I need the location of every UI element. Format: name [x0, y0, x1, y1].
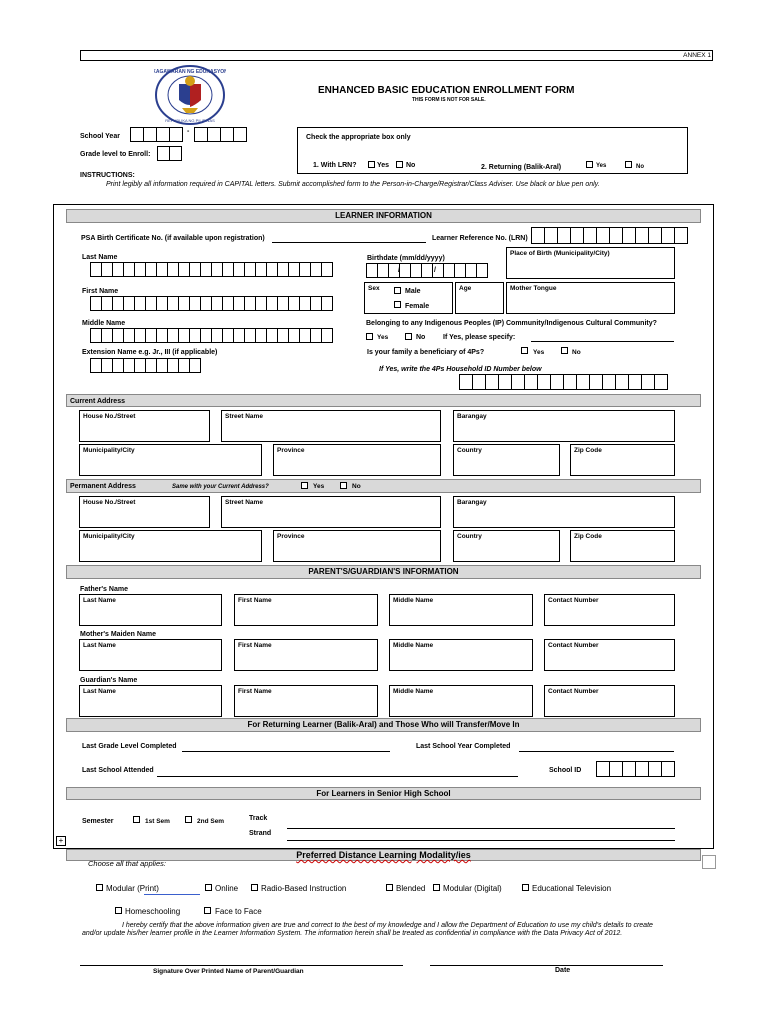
tv-label: Educational Television: [532, 884, 612, 893]
father-middle-field[interactable]: [389, 594, 533, 626]
parents-title: PARENT'S/GUARDIAN'S INFORMATION: [308, 567, 459, 576]
school-year-start-boxes[interactable]: [130, 127, 182, 142]
radio-label: Radio-Based Instruction: [261, 884, 347, 893]
deped-seal: [154, 64, 226, 126]
last-name-boxes[interactable]: [90, 262, 332, 277]
perm-country-field[interactable]: [453, 530, 560, 562]
returning-no-label: No: [636, 164, 644, 170]
last-sy-input-line[interactable]: [519, 751, 674, 752]
mother-contact-label: Contact Number: [548, 642, 599, 649]
ip-specify-input-line[interactable]: [531, 341, 674, 342]
mother-last-label: Last Name: [83, 642, 116, 649]
svg-text:KAGAWARAN NG EDUKASYON: KAGAWARAN NG EDUKASYON: [154, 69, 226, 75]
semester-label: Semester: [82, 818, 114, 825]
school-id-label: School ID: [549, 767, 582, 774]
modular-digital-label: Modular (Digital): [443, 884, 502, 893]
ip-no-label: No: [416, 334, 426, 341]
school-year-label: School Year: [80, 133, 120, 140]
school-year-end-boxes[interactable]: [194, 127, 246, 142]
current-province-label: Province: [277, 447, 305, 454]
middle-name-label: Middle Name: [82, 320, 126, 327]
perm-house-label: House No./Street: [83, 499, 136, 506]
learner-info-title: LEARNER INFORMATION: [335, 211, 432, 220]
lrn-yes-label: Yes: [377, 162, 390, 169]
current-municipality-label: Municipality/City: [83, 447, 135, 454]
father-contact-field[interactable]: [544, 594, 675, 626]
perm-street-field[interactable]: [221, 496, 441, 528]
last-grade-label: Last Grade Level Completed: [82, 743, 177, 750]
father-last-label: Last Name: [83, 597, 116, 604]
fourps-yes-label: Yes: [533, 349, 545, 356]
mother-middle-field[interactable]: [389, 639, 533, 671]
same-address-yes-checkbox[interactable]: [301, 482, 308, 489]
current-house-label: House No./Street: [83, 413, 136, 420]
lrn-no-label: No: [406, 162, 416, 169]
mother-name-label: Mother's Maiden Name: [80, 631, 156, 638]
guardian-middle-label: Middle Name: [393, 688, 434, 695]
svg-text:REPUBLIKA NG PILIPINAS: REPUBLIKA NG PILIPINAS: [165, 118, 215, 123]
modular-digital-checkbox[interactable]: [433, 884, 440, 891]
returning-label: 2. Returning (Balik-Aral): [481, 164, 562, 171]
perm-house-field[interactable]: [79, 496, 210, 528]
current-house-field[interactable]: [79, 410, 210, 442]
father-first-field[interactable]: [234, 594, 378, 626]
fourps-no-checkbox[interactable]: [561, 347, 568, 354]
returning-yes-checkbox[interactable]: [586, 161, 593, 168]
father-contact-label: Contact Number: [548, 597, 599, 604]
first-name-boxes[interactable]: [90, 296, 332, 311]
instructions-text: Print legibly all information required in CAPITAL letters. Submit accomplished form to the Person-in-Charge/Registrar/Class Adviser. Use black or blue pen only.: [106, 181, 600, 188]
birthdate-slash-1: /: [398, 267, 400, 274]
perm-country-label: Country: [457, 533, 482, 540]
first-sem-label: 1st Sem: [145, 818, 170, 825]
current-address-title: Current Address: [70, 398, 125, 405]
returning-title: For Returning Learner (Balik-Aral) and Those Who will Transfer/Move In: [247, 720, 520, 729]
permanent-address-header: [66, 479, 701, 493]
extension-name-boxes[interactable]: [90, 358, 200, 373]
lrn-no-checkbox[interactable]: [396, 161, 403, 168]
current-barangay-field[interactable]: [453, 410, 675, 442]
signature-line[interactable]: [80, 965, 403, 966]
second-sem-checkbox[interactable]: [185, 816, 192, 823]
psa-input-line[interactable]: [272, 242, 426, 243]
ip-question: Belonging to any Indigenous Peoples (IP) Community/Indigenous Cultural Community?: [366, 320, 657, 327]
perm-barangay-label: Barangay: [457, 499, 487, 506]
current-country-label: Country: [457, 447, 482, 454]
perm-municipality-label: Municipality/City: [83, 533, 135, 540]
age-field[interactable]: [455, 282, 504, 314]
same-address-no-label: No: [352, 483, 361, 490]
sex-label: Sex: [368, 285, 380, 292]
signature-label: Signature Over Printed Name of Parent/Guardian: [153, 968, 304, 975]
age-label: Age: [459, 285, 472, 292]
homeschooling-checkbox[interactable]: [115, 907, 122, 914]
ip-no-checkbox[interactable]: [405, 333, 412, 340]
annex-frame: [80, 50, 713, 61]
shs-header: [66, 787, 701, 800]
school-id-boxes[interactable]: [596, 761, 674, 777]
current-zip-label: Zip Code: [574, 447, 602, 454]
extension-name-label: Extension Name e.g. Jr., III (if applicable): [82, 349, 218, 356]
birthdate-label: Birthdate (mm/dd/yyyy): [367, 255, 445, 262]
guardian-middle-field[interactable]: [389, 685, 533, 717]
move-handle-icon[interactable]: +: [56, 836, 66, 846]
perm-street-label: Street Name: [225, 499, 263, 506]
guardian-first-label: First Name: [238, 688, 272, 695]
blended-checkbox[interactable]: [386, 884, 393, 891]
form-title: ENHANCED BASIC EDUCATION ENROLLMENT FORM: [318, 85, 575, 96]
returning-yes-label: Yes: [596, 163, 607, 169]
perm-province-label: Province: [277, 533, 305, 540]
form-subtitle: THIS FORM IS NOT FOR SALE.: [412, 97, 486, 103]
current-municipality-field[interactable]: [79, 444, 262, 476]
male-label: Male: [405, 288, 421, 295]
current-country-field[interactable]: [453, 444, 560, 476]
female-checkbox[interactable]: [394, 301, 401, 308]
current-address-header: [66, 394, 701, 407]
f2f-checkbox[interactable]: [204, 907, 211, 914]
shs-title: For Learners in Senior High School: [316, 789, 451, 798]
modality-title: Preferred Distance Learning Modality/ies: [296, 850, 471, 860]
mother-tongue-label: Mother Tongue: [510, 285, 557, 292]
school-year-dash: -: [187, 128, 190, 135]
fourps-id-label: If Yes, write the 4Ps Household ID Number below: [379, 366, 542, 373]
track-input-line[interactable]: [287, 828, 675, 829]
perm-barangay-field[interactable]: [453, 496, 675, 528]
fourps-no-label: No: [572, 349, 581, 356]
perm-municipality-field[interactable]: [79, 530, 262, 562]
same-address-yes-label: Yes: [313, 483, 325, 490]
returning-no-checkbox[interactable]: [625, 161, 632, 168]
place-of-birth-label: Place of Birth (Municipality/City): [510, 250, 610, 257]
current-street-field[interactable]: [221, 410, 441, 442]
guardian-contact-field[interactable]: [544, 685, 675, 717]
modality-side-box: [702, 855, 716, 869]
guardian-name-label: Guardian's Name: [80, 677, 138, 684]
grade-level-label: Grade level to Enroll:: [80, 151, 151, 158]
birthdate-boxes[interactable]: [366, 263, 487, 278]
learner-info-header: [66, 209, 701, 223]
grade-level-boxes[interactable]: [157, 146, 181, 161]
lrn-label: Learner Reference No. (LRN): [432, 235, 528, 242]
fourps-id-boxes[interactable]: [459, 374, 667, 390]
instructions-label: INSTRUCTIONS:: [80, 172, 135, 179]
last-name-label: Last Name: [82, 254, 118, 261]
psa-label: PSA Birth Certificate No. (if available upon registration): [81, 235, 265, 242]
birthdate-slash-2: /: [434, 267, 436, 274]
tv-checkbox[interactable]: [522, 884, 529, 891]
date-label: Date: [555, 967, 571, 974]
same-address-question: Same with your Current Address?: [172, 484, 269, 490]
guardian-contact-label: Contact Number: [548, 688, 599, 695]
permanent-address-title: Permanent Address: [70, 483, 136, 490]
last-grade-input-line[interactable]: [182, 751, 390, 752]
homeschooling-label: Homeschooling: [125, 907, 181, 916]
online-checkbox[interactable]: [205, 884, 212, 891]
lrn-yes-checkbox[interactable]: [368, 161, 375, 168]
fourps-yes-checkbox[interactable]: [521, 347, 528, 354]
male-checkbox[interactable]: [394, 287, 401, 294]
second-sem-label: 2nd Sem: [197, 818, 225, 825]
date-line[interactable]: [430, 965, 663, 966]
mother-tongue-field[interactable]: [506, 282, 675, 314]
strand-label: Strand: [249, 830, 272, 837]
guardian-first-field[interactable]: [234, 685, 378, 717]
modular-print-underline: [144, 894, 200, 895]
current-street-label: Street Name: [225, 413, 263, 420]
annex-label: ANNEX 1: [683, 52, 711, 59]
f2f-label: Face to Face: [215, 907, 262, 916]
guardian-last-label: Last Name: [83, 688, 116, 695]
father-name-label: Father's Name: [80, 586, 128, 593]
current-zip-field[interactable]: [570, 444, 675, 476]
ip-specify-label: If Yes, please specify:: [443, 334, 516, 341]
mother-last-field[interactable]: [79, 639, 222, 671]
modular-print-label: Modular (Print): [106, 884, 159, 893]
current-province-field[interactable]: [273, 444, 441, 476]
blended-label: Blended: [396, 884, 426, 893]
first-sem-checkbox[interactable]: [133, 816, 140, 823]
track-label: Track: [249, 815, 268, 822]
parents-header: [66, 565, 701, 579]
guardian-last-field[interactable]: [79, 685, 222, 717]
perm-province-field[interactable]: [273, 530, 441, 562]
place-of-birth-field[interactable]: [506, 247, 675, 279]
ip-yes-label: Yes: [377, 334, 389, 341]
current-barangay-label: Barangay: [457, 413, 487, 420]
last-sy-label: Last School Year Completed: [416, 743, 511, 750]
perm-zip-label: Zip Code: [574, 533, 602, 540]
middle-name-boxes[interactable]: [90, 328, 332, 343]
perm-zip-field[interactable]: [570, 530, 675, 562]
mother-contact-field[interactable]: [544, 639, 675, 671]
same-address-no-checkbox[interactable]: [340, 482, 347, 489]
last-school-input-line[interactable]: [157, 776, 518, 777]
mother-first-field[interactable]: [234, 639, 378, 671]
female-label: Female: [405, 303, 430, 310]
certification-text: I hereby certify that the above information given are true and correct to the best of my knowledge and I allow the Department of Education to use my child's details to create and/or update his/her learner profile in the Learner Information System. The information herein shall be treated as confidential in compliance with the Data Privacy Act of 2012.: [82, 922, 653, 937]
with-lrn-label: 1. With LRN?: [313, 162, 357, 169]
father-last-field[interactable]: [79, 594, 222, 626]
first-name-label: First Name: [82, 288, 119, 295]
father-first-label: First Name: [238, 597, 272, 604]
last-school-label: Last School Attended: [82, 767, 154, 774]
mother-middle-label: Middle Name: [393, 642, 434, 649]
check-appropriate-label: Check the appropriate box only: [306, 134, 411, 141]
returning-header: [66, 718, 701, 732]
mother-first-label: First Name: [238, 642, 272, 649]
ip-yes-checkbox[interactable]: [366, 333, 373, 340]
choose-all-label: Choose all that applies:: [88, 859, 166, 868]
father-middle-label: Middle Name: [393, 597, 434, 604]
lrn-boxes[interactable]: [531, 227, 687, 244]
online-label: Online: [215, 884, 239, 893]
fourps-question: Is your family a beneficiary of 4Ps?: [367, 349, 485, 356]
strand-input-line[interactable]: [287, 840, 675, 841]
modular-print-checkbox[interactable]: [96, 884, 103, 891]
radio-checkbox[interactable]: [251, 884, 258, 891]
